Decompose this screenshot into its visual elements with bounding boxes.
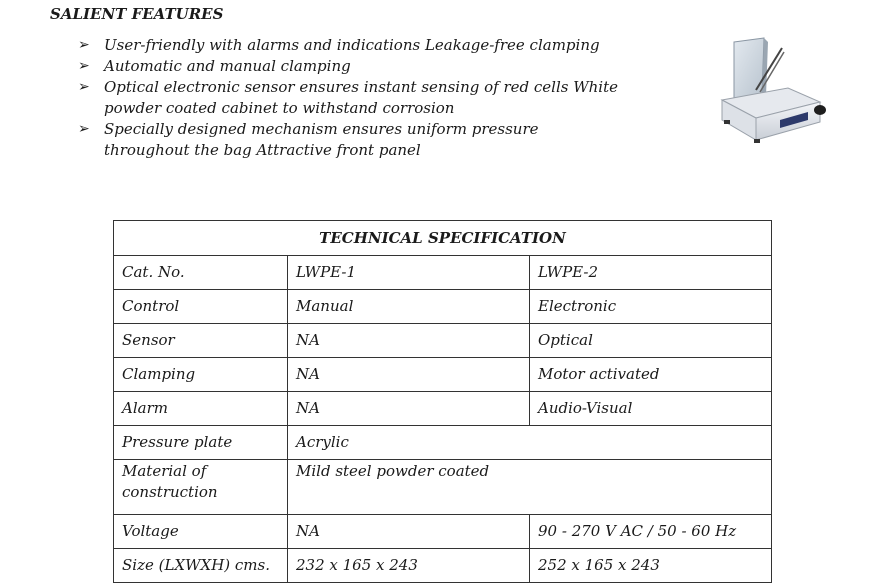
feature-text: Optical electronic sensor ensures instant sensing of red cells White powder coated cabinet to withstand corrosion	[104, 78, 618, 117]
spec-value: NA	[288, 392, 530, 426]
table-row	[114, 549, 772, 583]
table-row	[114, 515, 772, 549]
table-row	[114, 358, 772, 392]
spec-value: NA	[288, 358, 530, 392]
spec-value: LWPE-1	[288, 256, 530, 290]
table-row	[114, 256, 772, 290]
spec-value: Optical	[530, 324, 772, 358]
spec-label: Sensor	[114, 324, 288, 358]
spec-value: Audio-Visual	[530, 392, 772, 426]
table-row	[114, 324, 772, 358]
spec-value: Motor activated	[530, 358, 772, 392]
spec-value: 90 - 270 V AC / 50 - 60 Hz	[530, 515, 772, 549]
salient-features-heading: SALIENT FEATURES	[50, 5, 224, 23]
bullet-arrow-icon: ➢	[78, 121, 90, 137]
feature-item	[78, 56, 698, 77]
spec-label: Cat. No.	[114, 256, 288, 290]
table-row	[114, 426, 772, 460]
feature-item	[78, 119, 698, 161]
spec-label: Clamping	[114, 358, 288, 392]
feature-item	[78, 35, 698, 56]
bullet-arrow-icon: ➢	[78, 37, 90, 53]
feature-text: Automatic and manual clamping	[104, 57, 351, 75]
feature-text: User-friendly with alarms and indications Leakage-free clamping	[104, 36, 600, 54]
table-title: TECHNICAL SPECIFICATION	[114, 221, 772, 256]
spec-label: Material of construction	[114, 460, 288, 515]
technical-specification-table	[113, 220, 772, 583]
bullet-arrow-icon: ➢	[78, 58, 90, 74]
table-row	[114, 460, 772, 515]
spec-label: Size (LXWXH) cms.	[114, 549, 288, 583]
spec-value: LWPE-2	[530, 256, 772, 290]
features-list	[78, 35, 698, 161]
spec-value: NA	[288, 515, 530, 549]
feature-item	[78, 77, 698, 119]
spec-value: Mild steel powder coated	[288, 460, 772, 515]
table-row	[114, 290, 772, 324]
spec-value: Electronic	[530, 290, 772, 324]
bullet-arrow-icon: ➢	[78, 79, 90, 95]
spec-label: Control	[114, 290, 288, 324]
spec-label: Alarm	[114, 392, 288, 426]
spec-value: NA	[288, 324, 530, 358]
spec-value: Acrylic	[288, 426, 772, 460]
spec-value: 252 x 165 x 243	[530, 549, 772, 583]
table-row	[114, 392, 772, 426]
spec-value: 232 x 165 x 243	[288, 549, 530, 583]
table-title-row	[114, 221, 772, 256]
product-image	[716, 36, 828, 148]
spec-value: Manual	[288, 290, 530, 324]
spec-label: Voltage	[114, 515, 288, 549]
feature-text: Specially designed mechanism ensures uniform pressure throughout the bag Attractive front panel	[104, 120, 539, 159]
spec-label: Pressure plate	[114, 426, 288, 460]
